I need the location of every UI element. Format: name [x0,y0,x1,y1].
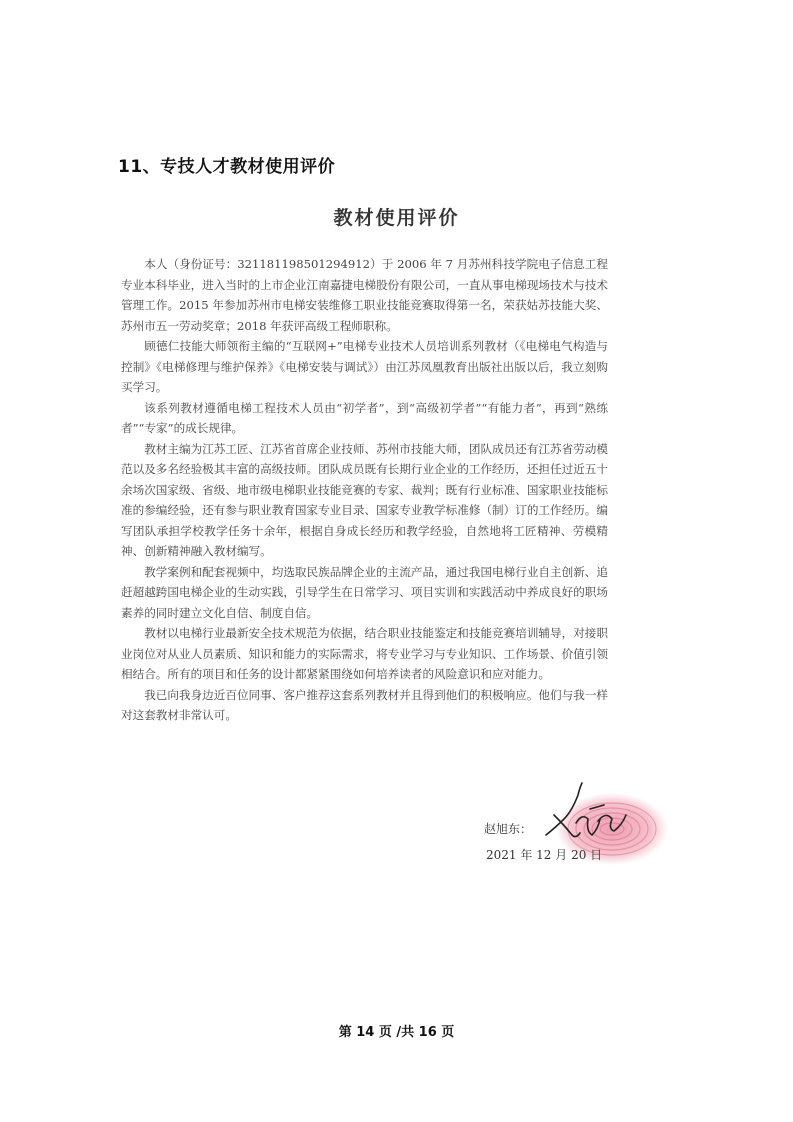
paragraph: 教学案例和配套视频中，均选取民族品牌企业的主流产品，通过我国电梯行业自主创新、追赶超越跨国电梯企业的生动实践，引导学生在日常学习、项目实训和实践活动中养成良好的职场素养的同时建立文化自信、制度自信。 [121,564,608,620]
section-heading: 11、专技人才教材使用评价 [118,157,336,177]
evaluation-body [121,254,608,726]
document-title: 教材使用评价 [333,207,460,229]
paragraph: 本人（身份证号：321181198501294912）于 2006 年 7 月苏州科技学院电子信息工程专业本科毕业，进入当时的上市企业江南嘉捷电梯股份有限公司，一直从事电梯现场技术与技术管理工作。2015 年参加苏州市电梯安装维修工职业技能竞赛取得第一名，荣获姑苏技能大奖、苏州市五一劳动奖章；2018 年获评高级工程师职称。 [121,257,608,333]
signer-name: 赵旭东： [484,822,533,836]
paragraph: 教材以电梯行业最新安全技术规范为依据，结合职业技能鉴定和技能竞赛培训辅导，对接职业岗位对从业人员素质、知识和能力的实际需求，将专业学习与专业知识、工作场景、价值引领相结合。所有的项目和任务的设计都紧紧围绕如何培养读者的风险意识和应对能力。 [121,626,608,681]
page-number-footer: 第 14 页 /共 16 页 [338,1025,455,1040]
paragraph: 该系列教材遵循电梯工程技术人员由“初学者”，到“高级初学者”“有能力者”，再到“熟练者”“专家”的成长规律。 [121,400,608,435]
handwritten-signature [542,775,632,850]
paragraph: 我已向我身边近百位同事、客户推荐这套系列教材并且得到他们的积极响应。他们与我一样对这套教材非常认可。 [121,687,608,722]
paragraph: 顾德仁技能大师领衔主编的“互联网+”电梯专业技术人员培训系列教材（《电梯电气构造与控制》《电梯修理与维护保养》《电梯安装与调试》）由江苏凤凰教育出版社出版以后，我立刻购买学习。 [121,339,608,394]
paragraph: 教材主编为江苏工匠、江苏省首席企业技师、苏州市技能大师，团队成员还有江苏省劳动模范以及多名经验极其丰富的高级技师。团队成员既有长期行业企业的工作经历，还担任过近五十余场次国家级、省级、地市级电梯职业技能竞赛的专家、裁判；既有行业标准、国家职业技能标准的参编经验，还有参与职业教育国家专业目录、国家专业教学标准修（制）订的工作经历。编写团队承担学校教学任务十余年，根据自身成长经历和教学经验，自然地将工匠精神、劳模精神、创新精神融入教材编写。 [121,441,608,558]
signature-date: 2021 年 12 月 20 日 [486,848,603,862]
